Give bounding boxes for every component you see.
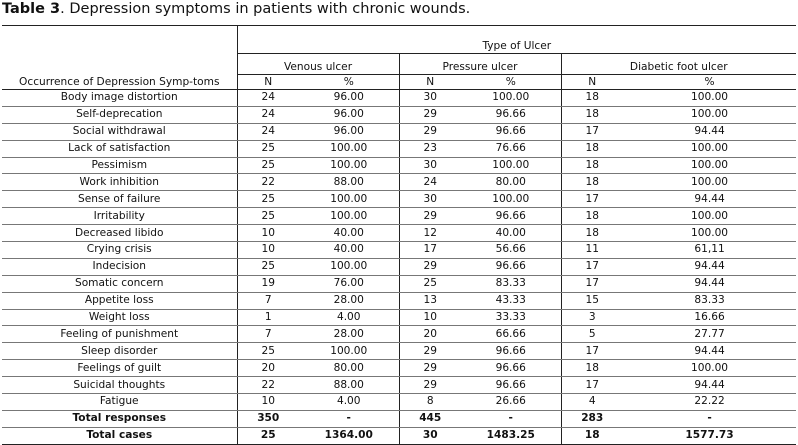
cell-pressure-pct: 26.66 <box>461 394 561 411</box>
cell-pressure-n: 13 <box>399 292 461 309</box>
cell-diabetic-n: 18 <box>561 174 623 191</box>
cell-pressure-pct: 33.33 <box>461 309 561 326</box>
cell-diabetic-pct: 94.44 <box>623 123 796 140</box>
table-body <box>2 90 796 445</box>
venous-pct-header: % <box>299 75 399 90</box>
cell-venous-n: 7 <box>237 326 299 343</box>
cell-diabetic-n: 17 <box>561 343 623 360</box>
cell-pressure-n: 29 <box>399 377 461 394</box>
table-row <box>2 292 796 309</box>
cell-symptom: Suicidal thoughts <box>2 377 237 394</box>
table-row <box>2 258 796 275</box>
cell-symptom: Weight loss <box>2 309 237 326</box>
cell-venous-n: 10 <box>237 225 299 242</box>
cell-diabetic-n: 18 <box>561 157 623 174</box>
cell-diabetic-n: 3 <box>561 309 623 326</box>
cell-diabetic-n: 17 <box>561 377 623 394</box>
table-row <box>2 191 796 208</box>
table-row <box>2 174 796 191</box>
cell-symptom: Indecision <box>2 258 237 275</box>
cell-pressure-pct: 1483.25 <box>461 427 561 444</box>
cell-pressure-pct: 40.00 <box>461 225 561 242</box>
cell-venous-pct: 100.00 <box>299 191 399 208</box>
cell-symptom: Sleep disorder <box>2 343 237 360</box>
cell-pressure-pct: 76.66 <box>461 140 561 157</box>
cell-pressure-n: 12 <box>399 225 461 242</box>
cell-venous-n: 350 <box>237 410 299 427</box>
table-row <box>2 343 796 360</box>
cell-venous-n: 1 <box>237 309 299 326</box>
cell-pressure-pct: 100.00 <box>461 191 561 208</box>
cell-venous-n: 20 <box>237 360 299 377</box>
cell-symptom: Self-deprecation <box>2 106 237 123</box>
cell-pressure-n: 20 <box>399 326 461 343</box>
table-row <box>2 106 796 123</box>
cell-pressure-pct: 83.33 <box>461 275 561 292</box>
cell-venous-n: 10 <box>237 394 299 411</box>
cell-diabetic-n: 15 <box>561 292 623 309</box>
cell-venous-pct: 28.00 <box>299 326 399 343</box>
cell-pressure-n: 29 <box>399 360 461 377</box>
cell-venous-n: 24 <box>237 90 299 107</box>
table-row <box>2 208 796 225</box>
group-diabetic-foot-ulcer: Diabetic foot ulcer <box>561 54 796 75</box>
cell-venous-pct: 96.00 <box>299 123 399 140</box>
cell-pressure-n: 10 <box>399 309 461 326</box>
cell-pressure-n: 23 <box>399 140 461 157</box>
cell-venous-n: 25 <box>237 191 299 208</box>
cell-venous-pct: 40.00 <box>299 242 399 259</box>
cell-diabetic-pct: 94.44 <box>623 343 796 360</box>
table-row <box>2 326 796 343</box>
table-row <box>2 123 796 140</box>
cell-diabetic-pct: 22.22 <box>623 394 796 411</box>
row-header-occurrence: Occurrence of Depression Symp-toms <box>2 26 237 90</box>
cell-diabetic-n: 17 <box>561 275 623 292</box>
cell-venous-pct: 100.00 <box>299 157 399 174</box>
diabetic-n-header: N <box>561 75 623 90</box>
cell-venous-pct: 76.00 <box>299 275 399 292</box>
table-row <box>2 90 796 107</box>
cell-pressure-n: 24 <box>399 174 461 191</box>
cell-diabetic-pct: 100.00 <box>623 225 796 242</box>
cell-symptom: Work inhibition <box>2 174 237 191</box>
cell-pressure-pct: 96.66 <box>461 360 561 377</box>
cell-pressure-n: 17 <box>399 242 461 259</box>
cell-venous-n: 10 <box>237 242 299 259</box>
cell-diabetic-n: 18 <box>561 90 623 107</box>
cell-pressure-n: 29 <box>399 123 461 140</box>
venous-n-header: N <box>237 75 299 90</box>
table-row <box>2 377 796 394</box>
cell-pressure-pct: 96.66 <box>461 377 561 394</box>
cell-venous-pct: 4.00 <box>299 394 399 411</box>
header-row-type <box>2 26 796 54</box>
cell-symptom: Fatigue <box>2 394 237 411</box>
cell-venous-n: 25 <box>237 140 299 157</box>
cell-symptom: Feelings of guilt <box>2 360 237 377</box>
cell-symptom: Somatic concern <box>2 275 237 292</box>
cell-symptom: Pessimism <box>2 157 237 174</box>
diabetic-pct-header: % <box>623 75 796 90</box>
table-row <box>2 309 796 326</box>
cell-diabetic-n: 18 <box>561 208 623 225</box>
cell-pressure-pct: 96.66 <box>461 343 561 360</box>
cell-diabetic-pct: 94.44 <box>623 275 796 292</box>
cell-diabetic-n: 4 <box>561 394 623 411</box>
cell-pressure-n: 29 <box>399 208 461 225</box>
cell-diabetic-pct: 1577.73 <box>623 427 796 444</box>
cell-pressure-pct: 96.66 <box>461 258 561 275</box>
cell-venous-n: 25 <box>237 157 299 174</box>
cell-diabetic-pct: 100.00 <box>623 106 796 123</box>
cell-pressure-n: 445 <box>399 410 461 427</box>
cell-pressure-pct: 100.00 <box>461 157 561 174</box>
cell-venous-n: 25 <box>237 427 299 444</box>
cell-venous-n: 7 <box>237 292 299 309</box>
group-venous-ulcer: Venous ulcer <box>283 61 353 73</box>
cell-venous-pct: 100.00 <box>299 208 399 225</box>
cell-pressure-pct: 80.00 <box>461 174 561 191</box>
cell-venous-pct: 40.00 <box>299 225 399 242</box>
cell-venous-pct: 1364.00 <box>299 427 399 444</box>
table-total-row <box>2 427 796 444</box>
table-row <box>2 394 796 411</box>
cell-diabetic-pct: - <box>623 410 796 427</box>
cell-symptom: Social withdrawal <box>2 123 237 140</box>
cell-diabetic-n: 17 <box>561 258 623 275</box>
cell-pressure-n: 29 <box>399 106 461 123</box>
cell-symptom: Crying crisis <box>2 242 237 259</box>
pressure-n-header: N <box>399 75 461 90</box>
cell-pressure-n: 29 <box>399 258 461 275</box>
cell-diabetic-pct: 83.33 <box>623 292 796 309</box>
cell-symptom: Appetite loss <box>2 292 237 309</box>
cell-venous-pct: - <box>299 410 399 427</box>
cell-diabetic-n: 5 <box>561 326 623 343</box>
cell-diabetic-n: 18 <box>561 427 623 444</box>
cell-diabetic-pct: 16.66 <box>623 309 796 326</box>
cell-diabetic-n: 283 <box>561 410 623 427</box>
table-row <box>2 242 796 259</box>
cell-diabetic-pct: 100.00 <box>623 157 796 174</box>
cell-venous-n: 24 <box>237 106 299 123</box>
cell-diabetic-pct: 100.00 <box>623 208 796 225</box>
cell-venous-n: 22 <box>237 174 299 191</box>
cell-symptom: Irritability <box>2 208 237 225</box>
cell-symptom: Sense of failure <box>2 191 237 208</box>
cell-diabetic-pct: 94.44 <box>623 191 796 208</box>
cell-pressure-pct: 96.66 <box>461 123 561 140</box>
cell-venous-pct: 100.00 <box>299 343 399 360</box>
cell-pressure-n: 30 <box>399 90 461 107</box>
cell-venous-pct: 28.00 <box>299 292 399 309</box>
cell-symptom: Lack of satisfaction <box>2 140 237 157</box>
cell-pressure-pct: 96.66 <box>461 208 561 225</box>
cell-pressure-n: 29 <box>399 343 461 360</box>
cell-pressure-n: 30 <box>399 427 461 444</box>
cell-venous-n: 25 <box>237 258 299 275</box>
table-row <box>2 140 796 157</box>
cell-symptom: Body image distortion <box>2 90 237 107</box>
cell-symptom: Total cases <box>2 427 237 444</box>
cell-pressure-pct: 100.00 <box>461 90 561 107</box>
cell-diabetic-pct: 100.00 <box>623 140 796 157</box>
cell-pressure-pct: 96.66 <box>461 106 561 123</box>
group-title-type-of-ulcer: Type of Ulcer <box>237 26 796 54</box>
cell-venous-pct: 88.00 <box>299 174 399 191</box>
group-pressure-ulcer: Pressure ulcer <box>399 54 561 75</box>
cell-venous-pct: 96.00 <box>299 90 399 107</box>
cell-diabetic-pct: 27.77 <box>623 326 796 343</box>
table-row <box>2 275 796 292</box>
cell-diabetic-n: 17 <box>561 123 623 140</box>
pressure-pct-header: % <box>461 75 561 90</box>
cell-venous-n: 22 <box>237 377 299 394</box>
cell-venous-n: 25 <box>237 343 299 360</box>
cell-symptom: Decreased libido <box>2 225 237 242</box>
cell-diabetic-n: 18 <box>561 360 623 377</box>
cell-diabetic-pct: 61,11 <box>623 242 796 259</box>
cell-pressure-pct: - <box>461 410 561 427</box>
cell-diabetic-n: 17 <box>561 191 623 208</box>
cell-pressure-n: 30 <box>399 157 461 174</box>
cell-pressure-pct: 56.66 <box>461 242 561 259</box>
depression-symptoms-table <box>2 25 796 445</box>
table-caption-text: . Depression symptoms in patients with chronic wounds. <box>60 1 471 17</box>
cell-diabetic-pct: 100.00 <box>623 360 796 377</box>
cell-venous-pct: 88.00 <box>299 377 399 394</box>
cell-diabetic-n: 11 <box>561 242 623 259</box>
table-caption-label: Table 3 <box>2 1 61 17</box>
cell-venous-pct: 80.00 <box>299 360 399 377</box>
cell-pressure-pct: 66.66 <box>461 326 561 343</box>
cell-venous-pct: 100.00 <box>299 140 399 157</box>
cell-venous-pct: 4.00 <box>299 309 399 326</box>
cell-pressure-n: 25 <box>399 275 461 292</box>
cell-venous-n: 19 <box>237 275 299 292</box>
cell-pressure-n: 30 <box>399 191 461 208</box>
cell-diabetic-n: 18 <box>561 106 623 123</box>
table-caption <box>2 1 470 17</box>
cell-venous-pct: 100.00 <box>299 258 399 275</box>
cell-pressure-n: 8 <box>399 394 461 411</box>
table-row <box>2 225 796 242</box>
cell-venous-n: 24 <box>237 123 299 140</box>
cell-symptom: Total responses <box>2 410 237 427</box>
cell-diabetic-n: 18 <box>561 225 623 242</box>
table-row <box>2 157 796 174</box>
cell-venous-pct: 96.00 <box>299 106 399 123</box>
cell-symptom: Feeling of punishment <box>2 326 237 343</box>
cell-diabetic-pct: 94.44 <box>623 377 796 394</box>
cell-venous-n: 25 <box>237 208 299 225</box>
cell-diabetic-pct: 100.00 <box>623 174 796 191</box>
cell-diabetic-pct: 94.44 <box>623 258 796 275</box>
cell-diabetic-n: 18 <box>561 140 623 157</box>
table-total-row <box>2 410 796 427</box>
table-row <box>2 360 796 377</box>
cell-diabetic-pct: 100.00 <box>623 90 796 107</box>
cell-pressure-pct: 43.33 <box>461 292 561 309</box>
